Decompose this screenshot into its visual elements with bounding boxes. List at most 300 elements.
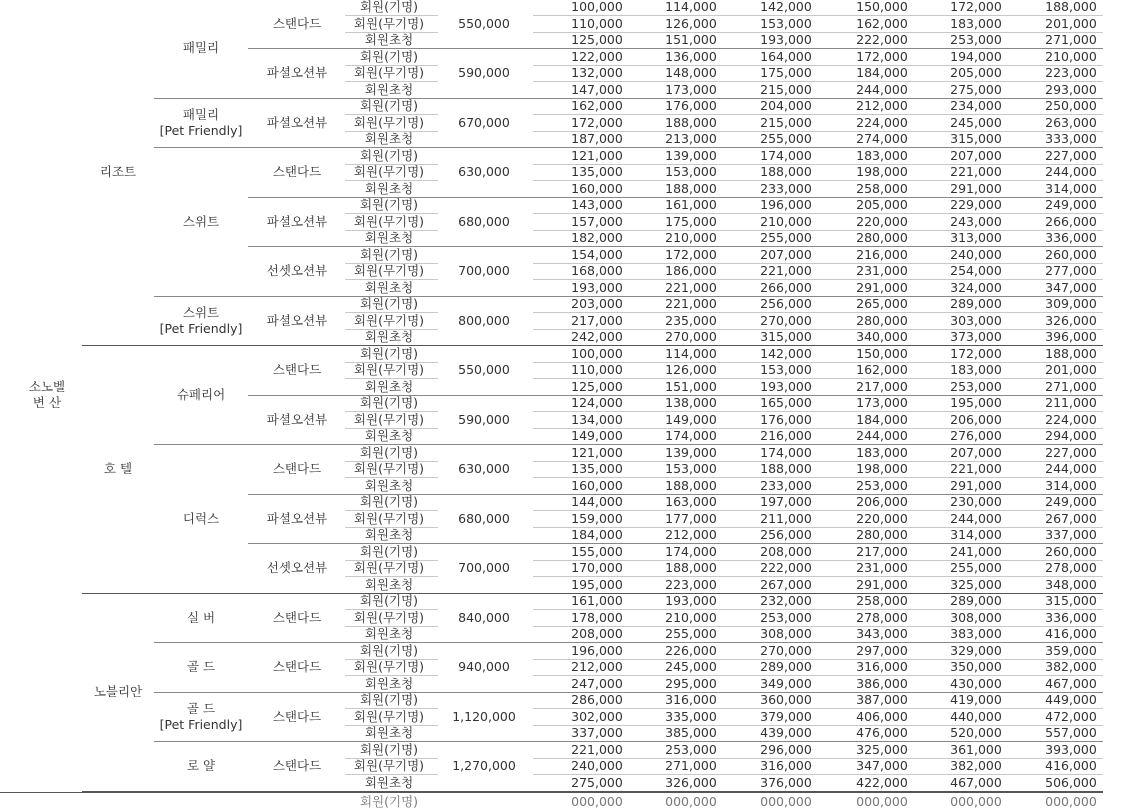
member-type-label: 회원초청 (364, 32, 414, 47)
rate-value: 340,000 (856, 329, 908, 344)
rate-value: 350,000 (950, 659, 1002, 674)
rate-value: 235,000 (665, 312, 717, 328)
base-price: 550,000 (458, 15, 510, 31)
rate-value: 267,000 (760, 576, 812, 592)
rate-value: 186,000 (665, 263, 717, 278)
member-type-label: 회원(무기명) (353, 114, 425, 130)
room-type-label: 골 드 (186, 659, 216, 674)
rate-value: 280,000 (856, 312, 908, 328)
rate-value: 208,000 (760, 543, 812, 559)
view-label: 스탠다드 (272, 758, 322, 773)
rate-value: 196,000 (571, 642, 623, 658)
rate-value: 280,000 (856, 527, 908, 542)
rate-value: 136,000 (665, 48, 717, 64)
rate-value: 472,000 (1045, 708, 1097, 724)
rate-value: 151,000 (665, 32, 717, 47)
member-type-label: 회원(기명) (359, 593, 419, 608)
rate-value: 249,000 (1045, 197, 1097, 212)
rate-value: 316,000 (856, 659, 908, 674)
rate-value: 139,000 (665, 147, 717, 163)
rate-value: 195,000 (950, 395, 1002, 410)
rate-value: 247,000 (571, 675, 623, 691)
rate-value: 188,000 (665, 477, 717, 493)
rate-value: 314,000 (1045, 180, 1097, 196)
rate-value: 379,000 (760, 708, 812, 724)
rate-value: 162,000 (856, 362, 908, 377)
rate-value: 229,000 (950, 197, 1002, 212)
rate-value: 206,000 (950, 411, 1002, 427)
rate-value: 125,000 (571, 32, 623, 47)
rate-value: 160,000 (571, 477, 623, 493)
rate-value: 162,000 (571, 98, 623, 113)
base-price: 670,000 (458, 114, 510, 130)
member-type-label: 회원초청 (364, 180, 414, 196)
member-type-label: 회원(무기명) (353, 659, 425, 674)
rate-value: 193,000 (665, 593, 717, 608)
member-type-label: 회원(기명) (359, 0, 419, 14)
rate-value: 266,000 (1045, 213, 1097, 229)
rate-value: 215,000 (760, 114, 812, 130)
rate-value: 135,000 (571, 461, 623, 476)
rate-value: 275,000 (571, 774, 623, 790)
rate-value: 206,000 (856, 494, 908, 509)
rate-value: 240,000 (950, 246, 1002, 262)
rate-value: 135,000 (571, 164, 623, 179)
rate-value: 215,000 (760, 81, 812, 97)
rate-value: 193,000 (571, 279, 623, 295)
rate-value: 253,000 (665, 741, 717, 757)
rate-value: 383,000 (950, 626, 1002, 641)
member-type-label: 회원(무기명) (353, 65, 425, 80)
rate-value: 173,000 (665, 81, 717, 97)
view-label: 파셜오션뷰 (266, 510, 328, 526)
rate-value: 449,000 (1045, 692, 1097, 707)
view-label: 스탠다드 (272, 461, 322, 476)
member-type-label: 회원(무기명) (353, 164, 425, 179)
rate-value: 313,000 (950, 230, 1002, 245)
rate-value: 188,000 (1045, 345, 1097, 361)
member-type-label: 회원(기명) (359, 794, 419, 809)
room-type-label: 스위트 (182, 213, 220, 229)
rate-value: 387,000 (856, 692, 908, 707)
view-label: 스탠다드 (272, 659, 322, 674)
rate-value: 232,000 (760, 593, 812, 608)
member-type-label: 회원초청 (364, 626, 414, 641)
rate-value: 212,000 (571, 659, 623, 674)
room-type-label: 로 얄 (186, 758, 216, 773)
rate-value: 149,000 (665, 411, 717, 427)
rate-value: 260,000 (1045, 246, 1097, 262)
rate-value: 216,000 (760, 428, 812, 443)
rate-value: 164,000 (760, 48, 812, 64)
rate-value: 227,000 (1045, 147, 1097, 163)
rate-value: 176,000 (665, 98, 717, 113)
member-type-label: 회원(기명) (359, 246, 419, 262)
base-price: 550,000 (458, 362, 510, 377)
rate-value: 249,000 (1045, 494, 1097, 509)
member-type-label: 회원(기명) (359, 345, 419, 361)
rate-value: 416,000 (1045, 758, 1097, 773)
rate-value: 329,000 (950, 642, 1002, 658)
rate-value: 347,000 (1045, 279, 1097, 295)
rate-value: 193,000 (760, 378, 812, 394)
base-price: 700,000 (458, 560, 510, 575)
view-label: 선셋오션뷰 (266, 560, 328, 575)
rate-value: 271,000 (665, 758, 717, 773)
rate-value: 220,000 (856, 213, 908, 229)
member-type-label: 회원초청 (364, 131, 414, 146)
rate-value: 222,000 (760, 560, 812, 575)
member-type-label: 회원(기명) (359, 395, 419, 410)
rate-value: 348,000 (1045, 576, 1097, 592)
rate-value: 162,000 (856, 15, 908, 31)
category-label: 노블리안 (93, 683, 143, 699)
rate-value: 100,000 (571, 345, 623, 361)
rate-value: 270,000 (760, 642, 812, 658)
rate-value: 231,000 (856, 560, 908, 575)
rate-value: 244,000 (856, 81, 908, 97)
rate-value: 241,000 (950, 543, 1002, 559)
rate-value: 382,000 (950, 758, 1002, 773)
member-type-label: 회원(기명) (359, 296, 419, 311)
rate-value: 226,000 (665, 642, 717, 658)
rate-value: 149,000 (571, 428, 623, 443)
rate-value: 406,000 (856, 708, 908, 724)
rate-value: 175,000 (760, 65, 812, 80)
rate-value: 201,000 (1045, 362, 1097, 377)
rate-value: 265,000 (856, 296, 908, 311)
rate-value: 244,000 (1045, 164, 1097, 179)
category-label: 호 텔 (103, 461, 133, 476)
member-type-label: 회원(무기명) (353, 560, 425, 575)
rate-value: 275,000 (950, 81, 1002, 97)
rate-value: 212,000 (665, 527, 717, 542)
rate-value: 280,000 (856, 230, 908, 245)
rate-value: 223,000 (665, 576, 717, 592)
rate-value: 114,000 (665, 0, 717, 14)
rate-value: 125,000 (571, 378, 623, 394)
rate-value: 302,000 (571, 708, 623, 724)
member-type-label: 회원(기명) (359, 642, 419, 658)
rate-value: 155,000 (571, 543, 623, 559)
room-type-label: 실 버 (186, 609, 216, 625)
rate-value: 343,000 (856, 626, 908, 641)
rate-value: 172,000 (856, 48, 908, 64)
rate-value: 153,000 (665, 164, 717, 179)
member-type-label: 회원(무기명) (353, 411, 425, 427)
rate-value: 245,000 (950, 114, 1002, 130)
rate-value: 188,000 (760, 461, 812, 476)
rate-value: 144,000 (571, 494, 623, 509)
rate-value: 178,000 (571, 609, 623, 625)
rate-value: 142,000 (760, 0, 812, 14)
member-type-label: 회원(기명) (359, 741, 419, 757)
member-type-label: 회원(기명) (359, 692, 419, 707)
view-label: 스탠다드 (272, 708, 322, 724)
rate-value: 440,000 (950, 708, 1002, 724)
rate-value: 467,000 (1045, 675, 1097, 691)
rate-value: 210,000 (760, 213, 812, 229)
rate-value: 188,000 (1045, 0, 1097, 14)
rate-value: 419,000 (950, 692, 1002, 707)
view-label: 선셋오션뷰 (266, 263, 328, 278)
rate-value: 193,000 (760, 32, 812, 47)
rate-value: 217,000 (571, 312, 623, 328)
rate-value: 315,000 (950, 131, 1002, 146)
rate-value: 177,000 (665, 510, 717, 526)
rate-value: 258,000 (856, 593, 908, 608)
member-type-label: 회원(무기명) (353, 510, 425, 526)
rate-value: 253,000 (760, 609, 812, 625)
rate-value: 245,000 (665, 659, 717, 674)
view-label: 파셜오션뷰 (266, 312, 328, 328)
rate-value: 188,000 (760, 164, 812, 179)
member-type-label: 회원초청 (364, 428, 414, 443)
rate-value: 176,000 (760, 411, 812, 427)
rate-value: 210,000 (665, 230, 717, 245)
rate-value: 253,000 (950, 32, 1002, 47)
rate-value: 198,000 (856, 461, 908, 476)
base-price: 590,000 (458, 411, 510, 427)
rate-value: 201,000 (1045, 15, 1097, 31)
rate-value: 325,000 (856, 741, 908, 757)
rate-value: 277,000 (1045, 263, 1097, 278)
rate-value: 165,000 (760, 395, 812, 410)
rate-value: 183,000 (950, 362, 1002, 377)
rate-value: 124,000 (571, 395, 623, 410)
room-type-label: 스위트 [Pet Friendly] (159, 304, 243, 336)
base-price: 680,000 (458, 510, 510, 526)
rate-value: 360,000 (760, 692, 812, 707)
rate-value: 271,000 (1045, 32, 1097, 47)
base-price: 1,270,000 (452, 758, 516, 773)
rate-value: 222,000 (856, 32, 908, 47)
member-type-label: 회원초청 (364, 378, 414, 394)
rate-value: 174,000 (665, 543, 717, 559)
rate-value: 430,000 (950, 675, 1002, 691)
rate-value: 256,000 (760, 527, 812, 542)
base-price: 590,000 (458, 65, 510, 80)
rate-value: 194,000 (950, 48, 1002, 64)
member-type-label: 회원초청 (364, 675, 414, 691)
rate-value: 349,000 (760, 675, 812, 691)
rate-value: 291,000 (856, 279, 908, 295)
table-bottom-border (0, 792, 1103, 793)
rate-value: 220,000 (856, 510, 908, 526)
rate-value: 210,000 (1045, 48, 1097, 64)
rate-value: 270,000 (665, 329, 717, 344)
member-type-label: 회원(무기명) (353, 263, 425, 278)
rate-value: 100,000 (571, 0, 623, 14)
rate-value: 386,000 (856, 675, 908, 691)
rate-value: 396,000 (1045, 329, 1097, 344)
rate-value: 161,000 (571, 593, 623, 608)
rate-value: 184,000 (856, 65, 908, 80)
view-label: 스탠다드 (272, 362, 322, 377)
rate-value: 195,000 (571, 576, 623, 592)
rate-value: 207,000 (950, 444, 1002, 460)
rate-value: 337,000 (571, 725, 623, 740)
rate-value: 205,000 (950, 65, 1002, 80)
rate-value: 221,000 (571, 741, 623, 757)
rate-value: 256,000 (760, 296, 812, 311)
rate-value: 000,000 (760, 794, 812, 809)
rate-value: 159,000 (571, 510, 623, 526)
rate-value: 188,000 (665, 560, 717, 575)
rate-value: 221,000 (665, 296, 717, 311)
rate-value: 224,000 (856, 114, 908, 130)
rate-value: 175,000 (665, 213, 717, 229)
rate-value: 168,000 (571, 263, 623, 278)
room-type-label: 패밀리 (182, 40, 220, 56)
rate-value: 253,000 (856, 477, 908, 493)
rate-value: 188,000 (665, 114, 717, 130)
rate-value: 253,000 (950, 378, 1002, 394)
base-price: 680,000 (458, 213, 510, 229)
rate-value: 217,000 (856, 543, 908, 559)
rate-value: 182,000 (571, 230, 623, 245)
rate-value: 161,000 (665, 197, 717, 212)
rate-value: 295,000 (665, 675, 717, 691)
member-type-label: 회원(무기명) (353, 708, 425, 724)
rate-value: 231,000 (856, 263, 908, 278)
rate-value: 286,000 (571, 692, 623, 707)
view-label: 파셜오션뷰 (266, 411, 328, 427)
rate-value: 289,000 (760, 659, 812, 674)
rate-value: 122,000 (571, 48, 623, 64)
rate-value: 138,000 (665, 395, 717, 410)
base-price: 630,000 (458, 461, 510, 476)
rate-value: 335,000 (665, 708, 717, 724)
view-label: 스탠다드 (272, 164, 322, 179)
rate-value: 296,000 (760, 741, 812, 757)
member-type-label: 회원(기명) (359, 98, 419, 113)
rate-value: 184,000 (856, 411, 908, 427)
member-type-label: 회원초청 (364, 774, 414, 790)
base-price: 840,000 (458, 609, 510, 625)
rate-value: 207,000 (950, 147, 1002, 163)
rate-value: 213,000 (665, 131, 717, 146)
rate-value: 221,000 (760, 263, 812, 278)
rate-value: 315,000 (760, 329, 812, 344)
rate-value: 278,000 (1045, 560, 1097, 575)
rate-value: 314,000 (1045, 477, 1097, 493)
rate-value: 154,000 (571, 246, 623, 262)
rate-value: 243,000 (950, 213, 1002, 229)
rate-value: 147,000 (571, 81, 623, 97)
rate-value: 221,000 (665, 279, 717, 295)
rate-value: 260,000 (1045, 543, 1097, 559)
rate-value: 314,000 (950, 527, 1002, 542)
rate-value: 126,000 (665, 362, 717, 377)
rate-value: 150,000 (856, 345, 908, 361)
base-price: 630,000 (458, 164, 510, 179)
member-type-label: 회원초청 (364, 477, 414, 493)
rate-value: 326,000 (665, 774, 717, 790)
member-type-label: 회원(기명) (359, 444, 419, 460)
rate-value: 173,000 (856, 395, 908, 410)
room-type-label: 골 드 [Pet Friendly] (159, 700, 243, 732)
rate-value: 309,000 (1045, 296, 1097, 311)
rate-value: 271,000 (1045, 378, 1097, 394)
rate-value: 250,000 (1045, 98, 1097, 113)
member-type-label: 회원(무기명) (353, 758, 425, 773)
rate-value: 308,000 (760, 626, 812, 641)
member-type-label: 회원(기명) (359, 543, 419, 559)
rate-value: 153,000 (665, 461, 717, 476)
rate-value: 244,000 (856, 428, 908, 443)
rate-value: 422,000 (856, 774, 908, 790)
rate-value: 520,000 (950, 725, 1002, 740)
rate-value: 336,000 (1045, 609, 1097, 625)
room-type-label: 패밀리 [Pet Friendly] (159, 106, 243, 138)
rate-value: 216,000 (856, 246, 908, 262)
rate-value: 204,000 (760, 98, 812, 113)
rate-value: 210,000 (665, 609, 717, 625)
rate-value: 197,000 (760, 494, 812, 509)
rate-value: 139,000 (665, 444, 717, 460)
rate-value: 316,000 (760, 758, 812, 773)
rate-value: 000,000 (1045, 794, 1097, 809)
rate-value: 557,000 (1045, 725, 1097, 740)
rate-value: 121,000 (571, 444, 623, 460)
rate-value: 211,000 (1045, 395, 1097, 410)
rate-value: 242,000 (571, 329, 623, 344)
rate-value: 326,000 (1045, 312, 1097, 328)
member-type-label: 회원(무기명) (353, 461, 425, 476)
rate-value: 208,000 (571, 626, 623, 641)
rate-value: 153,000 (760, 362, 812, 377)
rate-value: 382,000 (1045, 659, 1097, 674)
rate-value: 170,000 (571, 560, 623, 575)
member-type-label: 회원(기명) (359, 494, 419, 509)
rate-value: 184,000 (571, 527, 623, 542)
member-type-label: 회원초청 (364, 527, 414, 542)
rate-value: 163,000 (665, 494, 717, 509)
rate-value: 134,000 (571, 411, 623, 427)
rate-value: 233,000 (760, 180, 812, 196)
rate-value: 325,000 (950, 576, 1002, 592)
rate-value: 291,000 (950, 477, 1002, 493)
rate-value: 207,000 (760, 246, 812, 262)
rate-value: 172,000 (950, 345, 1002, 361)
rate-value: 160,000 (571, 180, 623, 196)
rate-value: 308,000 (950, 609, 1002, 625)
member-type-label: 회원초청 (364, 576, 414, 592)
rate-value: 143,000 (571, 197, 623, 212)
rate-value: 148,000 (665, 65, 717, 80)
rate-value: 291,000 (856, 576, 908, 592)
rate-value: 174,000 (760, 147, 812, 163)
rate-value: 205,000 (856, 197, 908, 212)
rate-value: 153,000 (760, 15, 812, 31)
rate-value: 000,000 (571, 794, 623, 809)
rate-value: 224,000 (1045, 411, 1097, 427)
room-type-label: 디럭스 (182, 510, 220, 526)
rate-value: 333,000 (1045, 131, 1097, 146)
rate-value: 114,000 (665, 345, 717, 361)
rate-value: 174,000 (760, 444, 812, 460)
rate-value: 233,000 (760, 477, 812, 493)
rate-value: 223,000 (1045, 65, 1097, 80)
rate-value: 183,000 (950, 15, 1002, 31)
rate-value: 315,000 (1045, 593, 1097, 608)
rate-value: 183,000 (856, 147, 908, 163)
rate-value: 263,000 (1045, 114, 1097, 130)
rate-value: 278,000 (856, 609, 908, 625)
base-price: 800,000 (458, 312, 510, 328)
rate-value: 385,000 (665, 725, 717, 740)
